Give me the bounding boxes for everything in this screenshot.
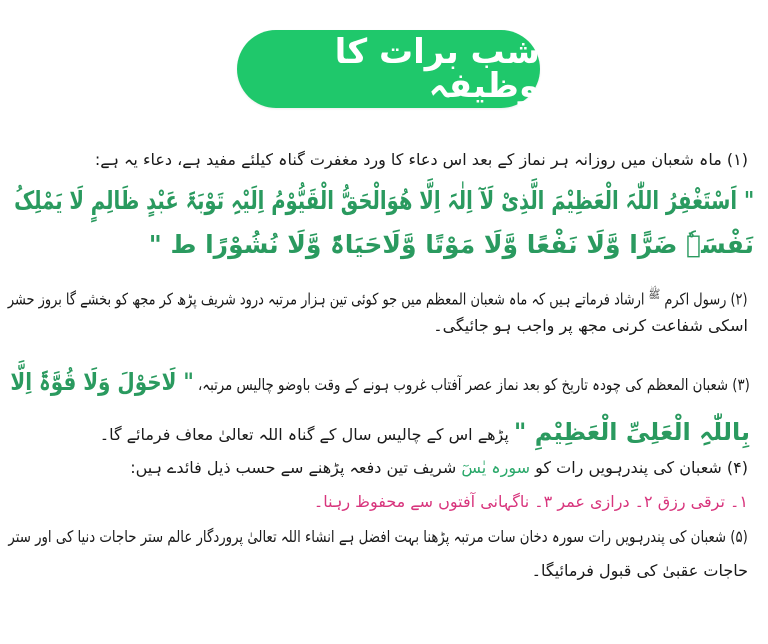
section-1-dua-line-1: " اَسْتَغْفِرُ اللّٰہَ الْعَظِیْمَ الَّذِیْ لَآ اِلٰہَ اِلَّا ھُوَالْحَقُّ الْقَیُّوْمُ اِلَیْہِ تَوْبَۃَ عَبْدٍ ظَالِمٍ لَا یَمْلِکُ [13,186,754,215]
section-3-arabic-text: " لَاحَوْلَ وَلَا قُوَّۃَ اِلَّا [10,368,194,396]
section-3-urdu-continuation: پڑھے اس کے چالیس سال کے گناہ اللہ تعالیٰ معاف فرمائے گا۔ [99,425,509,444]
section-4-text-end: شریف تین دفعہ پڑھنے سے حسب ذیل فائدے ہیں: [130,458,457,477]
section-1-dua-line-2: نَفْسَہٗ ضَرًّا وَّلَا نَفْعًا وَّلَا مَوْتًا وَّلَاحَیَاۃً وَّلَا نُشُوْرًا ط " [148,230,754,259]
section-4-line-1 [130,458,748,478]
section-2-line-1-start: (۲) رسول اکرم [664,289,748,309]
section-5-line-2: حاجات عقبیٰ کی قبول فرمائیگا۔ [531,561,748,580]
section-2-line-1-end: ارشاد فرماتے ہیں کہ ماہ شعبان المعظم میں جو کوئی تین ہزار مرتبہ درود شریف پڑھ کر مجھ کو بخشے گا بروز حشر [8,289,645,309]
section-3-line-1 [11,368,750,396]
section-4-benefits: ۱۔ ترقی رزق ۲۔ درازی عمر ۳۔ ناگہانی آفتوں سے محفوظ رہنا۔ [313,492,748,511]
section-2-line-1 [8,287,748,309]
salawat-symbol-icon: ﷺ [649,287,661,301]
section-1-intro: (۱) ماہ شعبان میں روزانہ ہر نماز کے بعد اس دعاء کا ورد مغفرت گناہ کیلئے مفید ہے، دعاء یہ ہے: [94,150,748,169]
surah-yaseen-label: سورہ یٰسٓ [461,458,531,477]
section-3-line-2 [100,418,750,446]
section-3-arabic-continuation: بِاللّٰہِ الْعَلِیِّ الْعَظِیْمِ " [513,418,750,446]
title-banner [237,30,540,108]
page-title: شب برات کا وظیفہ [334,32,540,106]
section-3-urdu-text: (۳) شعبان المعظم کی چودہ تاریخ کو بعد نماز عصر آفتاب غروب ہونے کے وقت باوضو چالیس مرتبہ، [198,375,750,394]
section-4-text-start: (۴) شعبان کی پندرہویں رات کو [535,458,748,477]
section-5-line-1: (۵) شعبان کی پندرہویں رات سورہ دخان سات مرتبہ پڑھنا بہت افضل ہے انشاء اللہ تعالیٰ پروردگار عالم ستر حاجات دنیا کی اور ستر [8,527,748,546]
section-2-line-2: اسکی شفاعت کرنی مجھ پر واجب ہو جائیگی۔ [433,316,748,335]
